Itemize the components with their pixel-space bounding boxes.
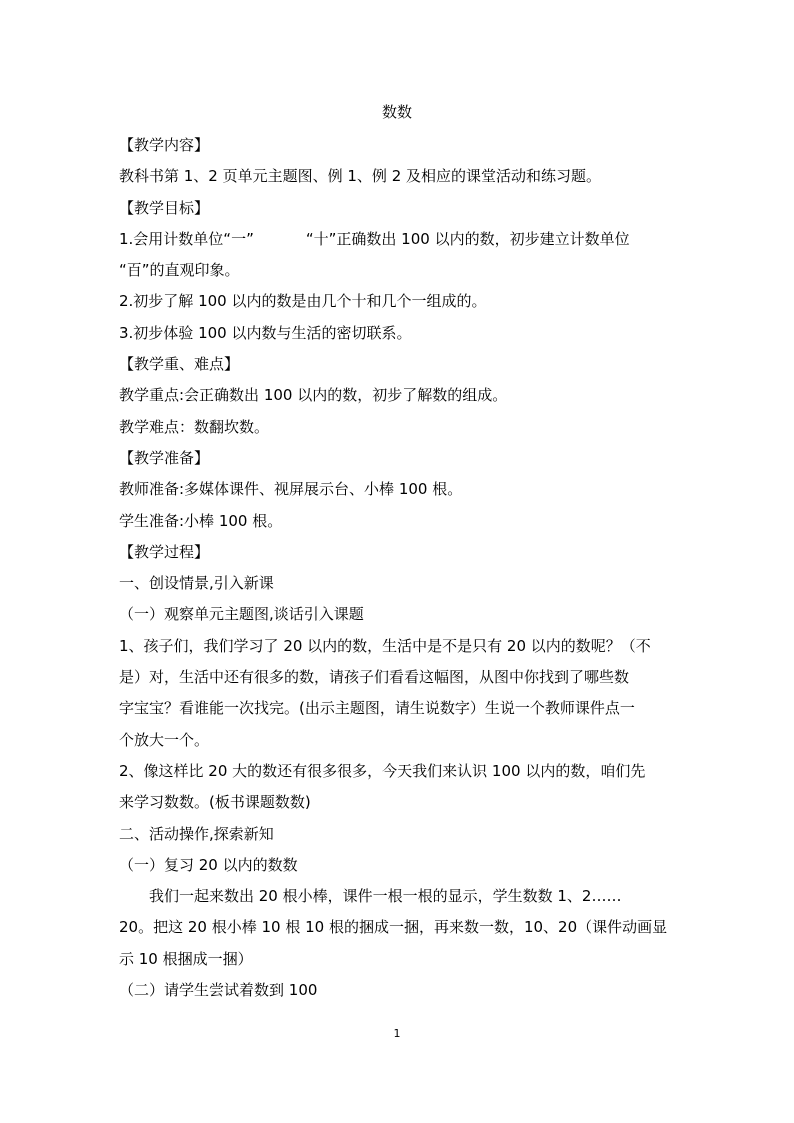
goal-3: 3.初步体验 100 以内数与生活的密切联系。	[119, 323, 412, 342]
goal-1	[119, 224, 679, 255]
document-title: 数数	[381, 103, 412, 121]
heading-key-points: 【教学重、难点】	[119, 355, 240, 374]
paragraph-3-line-3: 示 10 根捆成一捆）	[119, 949, 253, 968]
paragraph-3-line-1: 我们一起来数出 20 根小棒，课件一根一根的显示，学生数数 1、2……	[149, 887, 622, 906]
teacher-preparation: 教师准备:多媒体课件、视屏展示台、小棒 100 根。	[119, 480, 463, 499]
subsection-1-heading: （一）观察单元主题图,谈话引入课题	[119, 605, 364, 624]
paragraph-2-line-1: 2、像这样比 20 大的数还有很多很多，今天我们来认识 100 以内的数，咱们先	[119, 761, 646, 780]
goal-1-continued: “百”的直观印象。	[119, 261, 240, 280]
teaching-content-text: 教科书第 1、2 页单元主题图、例 1、例 2 及相应的课堂活动和练习题。	[119, 167, 602, 186]
section-2-heading: 二、活动操作,探索新知	[119, 824, 274, 843]
paragraph-1-line-1: 1、孩子们，我们学习了 20 以内的数，生活中是不是只有 20 以内的数呢？（不	[119, 636, 651, 655]
paragraph-3	[119, 881, 679, 975]
heading-teaching-content: 【教学内容】	[119, 136, 210, 154]
key-point: 教学重点:会正确数出 100 以内的数，初步了解数的组成。	[119, 386, 508, 405]
subsection-2-heading: （一）复习 20 以内的数数	[119, 855, 298, 874]
paragraph-3-line-2: 20。把这 20 根小棒 10 根 10 根的捆成一捆，再来数一数，10、20（课件动画显	[119, 918, 668, 937]
goal-1-part-2: “十”正确数出 100 以内的数，初步建立计数单位	[305, 229, 630, 248]
paragraph-1-line-2: 是）对，生活中还有很多的数，请孩子们看看这幅图，从图中你找到了哪些数	[119, 668, 630, 687]
heading-process: 【教学过程】	[119, 542, 210, 561]
page-number: 1	[393, 1027, 401, 1040]
paragraph-1-line-3: 字宝宝？看谁能一次找完。(出示主题图，请生说数字）生说一个教师课件点一	[119, 699, 635, 718]
section-1-heading: 一、创设情景,引入新课	[119, 574, 274, 593]
subsection-3-heading: （二）请学生尝试着数到 100	[119, 981, 318, 1000]
difficulty-point: 教学难点：数翻坎数。	[119, 417, 270, 436]
paragraph-1-line-4: 个放大一个。	[119, 730, 210, 749]
heading-preparation: 【教学准备】	[119, 448, 210, 467]
paragraph-2-line-2: 来学习数数。(板书课题数数)	[119, 793, 311, 812]
student-preparation: 学生准备:小棒 100 根。	[119, 511, 283, 530]
heading-teaching-goals: 【教学目标】	[119, 198, 210, 217]
paragraph-1	[119, 631, 679, 756]
document-body	[119, 130, 679, 1006]
goal-1-part-1: 1.会用计数单位“一”	[119, 229, 254, 248]
goal-2: 2.初步了解 100 以内的数是由几个十和几个一组成的。	[119, 292, 487, 311]
paragraph-2	[119, 756, 679, 819]
